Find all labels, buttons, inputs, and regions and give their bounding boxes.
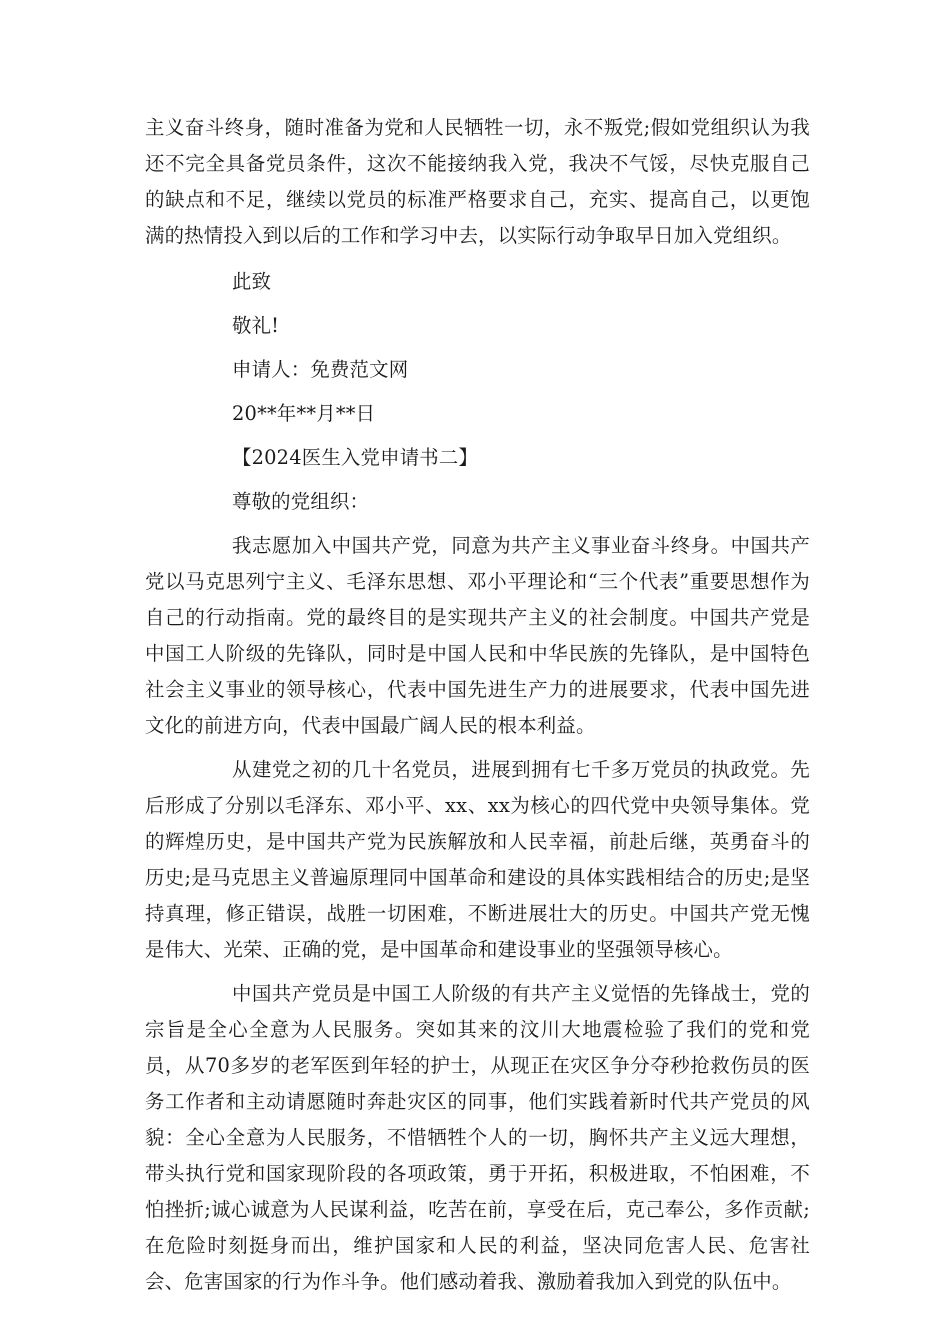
- body-paragraph-1: 我志愿加入中国共产党，同意为共产主义事业奋斗终身。中国共产党以马克思列宁主义、毛泽东思想、邓小平理论和“三个代表”重要思想作为自己的行动指南。党的最终目的是实现共产主义的社会制度。中国共产党是中国工人阶级的先锋队，同时是中国人民和中华民族的先锋队，是中国特色社会主义事业的领导核心，代表中国先进生产力的进展要求，代表中国先进文化的前进方向，代表中国最广阔人民的根本利益。: [145, 534, 810, 737]
- closing-salutation: 此致: [232, 270, 272, 293]
- opening-paragraph: 主义奋斗终身，随时准备为党和人民牺牲一切，永不叛党;假如党组织认为我还不完全具备党员条件，这次不能接纳我入党，我决不气馁，尽快克服自己的缺点和不足，继续以党员的标准严格要求自己，充实、提高自己，以更饱满的热情投入到以后的工作和学习中去，以实际行动争取早日加入党组织。: [145, 116, 810, 247]
- closing-regards: 敬礼!: [232, 314, 280, 337]
- section-heading: 【2024医生入党申请书二】: [232, 446, 479, 469]
- greeting: 尊敬的党组织：: [232, 490, 370, 513]
- application-date: 20**年**月**日: [232, 402, 376, 425]
- body-paragraph-3: 中国共产党员是中国工人阶级的有共产主义觉悟的先锋战士，党的宗旨是全心全意为人民服务。突如其来的汶川大地震检验了我们的党和党员，从70多岁的老军医到年轻的护士，从现正在灾区争分夺秒抢救伤员的医务工作者和主动请愿随时奔赴灾区的同事，他们实践着新时代共产党员的风貌：全心全意为人民服务，不惜牺牲个人的一切，胸怀共产主义远大理想，带头执行党和国家现阶段的各项政策，勇于开拓，积极进取，不怕困难，不怕挫折;诚心诚意为人民谋利益，吃苦在前，享受在后，克己奉公，多作贡献;在危险时刻挺身而出，维护国家和人民的利益，坚决同危害人民、危害社会、危害国家的行为作斗争。他们感动着我、激励着我加入到党的队伍中。: [145, 982, 810, 1293]
- document-page: [145, 110, 810, 1300]
- applicant-signature: 申请人：免费范文网: [232, 358, 409, 381]
- body-paragraph-2: 从建党之初的几十名党员，进展到拥有七千多万党员的执政党。先后形成了分别以毛泽东、邓小平、xx、xx为核心的四代党中央领导集体。党的辉煌历史，是中国共产党为民族解放和人民幸福，前赴后继，英勇奋斗的历史;是马克思主义普遍原理同中国革命和建设的具体实践相结合的历史;是坚持真理，修正错误，战胜一切困难，不断进展壮大的历史。中国共产党无愧是伟大、光荣、正确的党，是中国革命和建设事业的坚强领导核心。: [145, 758, 810, 961]
